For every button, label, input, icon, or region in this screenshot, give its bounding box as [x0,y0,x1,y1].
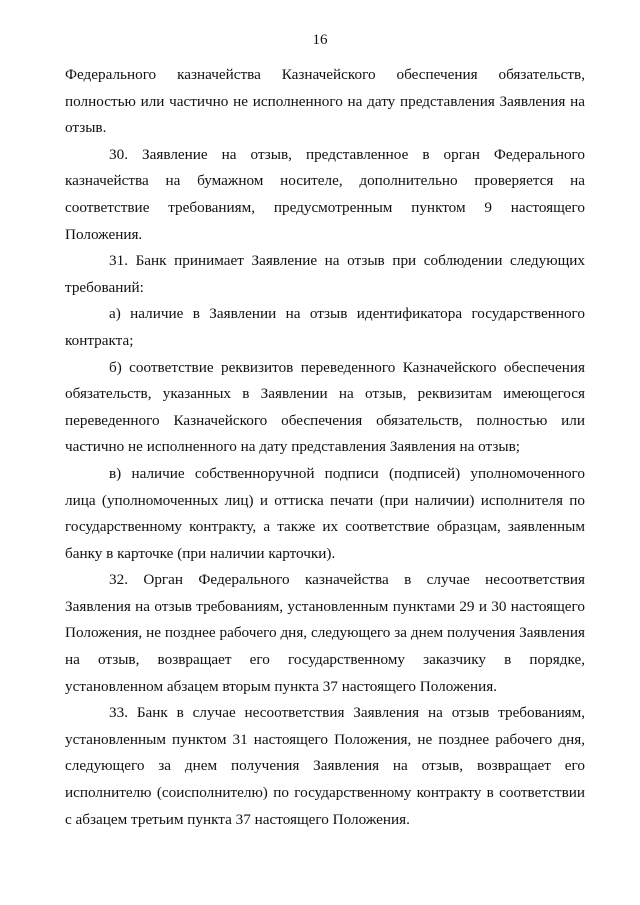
paragraph-33: 33. Банк в случае несоответствия Заявления на отзыв требованиям, установленным пунктом 31 настоящего Положения, не позднее рабочего дня, следующего за днем получения Заявления на отзыв, возвращает его исполнителю (соисполнителю) по государственному контракту в соответствии с абзацем третьим пункта 37 настоящего Положения. [65,704,585,828]
page-number: 16 [312,32,328,48]
paragraph-32: 32. Орган Федерального казначейства в случае несоответствия Заявления на отзыв требованиям, установленным пунктами 29 и 30 настоящего Положения, не позднее рабочего дня, следующего за днем получения Заявления на отзыв, возвращает его государственному заказчику в порядке, установленном абзацем вторым пункта 37 настоящего Положения. [65,571,585,695]
paragraph-30: 30. Заявление на отзыв, представленное в орган Федерального казначейства на бумажном носителе, дополнительно проверяется на соответствие требованиям, предусмотренным пунктом 9 настоящего Положения. [65,145,585,243]
paragraph-31-b: б) соответствие реквизитов переведенного Казначейского обеспечения обязательств, указанных в Заявлении на отзыв, реквизитам имеющегося переведенного Казначейского обеспечения обязательств, полностью или частично не исполненного на дату представления Заявления на отзыв; [65,358,585,456]
paragraph-31-c: в) наличие собственноручной подписи (подписей) уполномоченного лица (уполномоченных лиц) и оттиска печати (при наличии) исполнителя по государственному контракту, а также их соответствие образцам, заявленным банку в карточке (при наличии карточки). [65,464,585,562]
paragraph-31: 31. Банк принимает Заявление на отзыв при соблюдении следующих требований: [65,252,585,296]
paragraph-continuation: Федерального казначейства Казначейского обеспечения обязательств, полностью или частично не исполненного на дату представления Заявления на отзыв. [65,66,585,137]
paragraph-31-a: а) наличие в Заявлении на отзыв идентификатора государственного контракта; [65,305,585,349]
document-body [65,62,585,833]
